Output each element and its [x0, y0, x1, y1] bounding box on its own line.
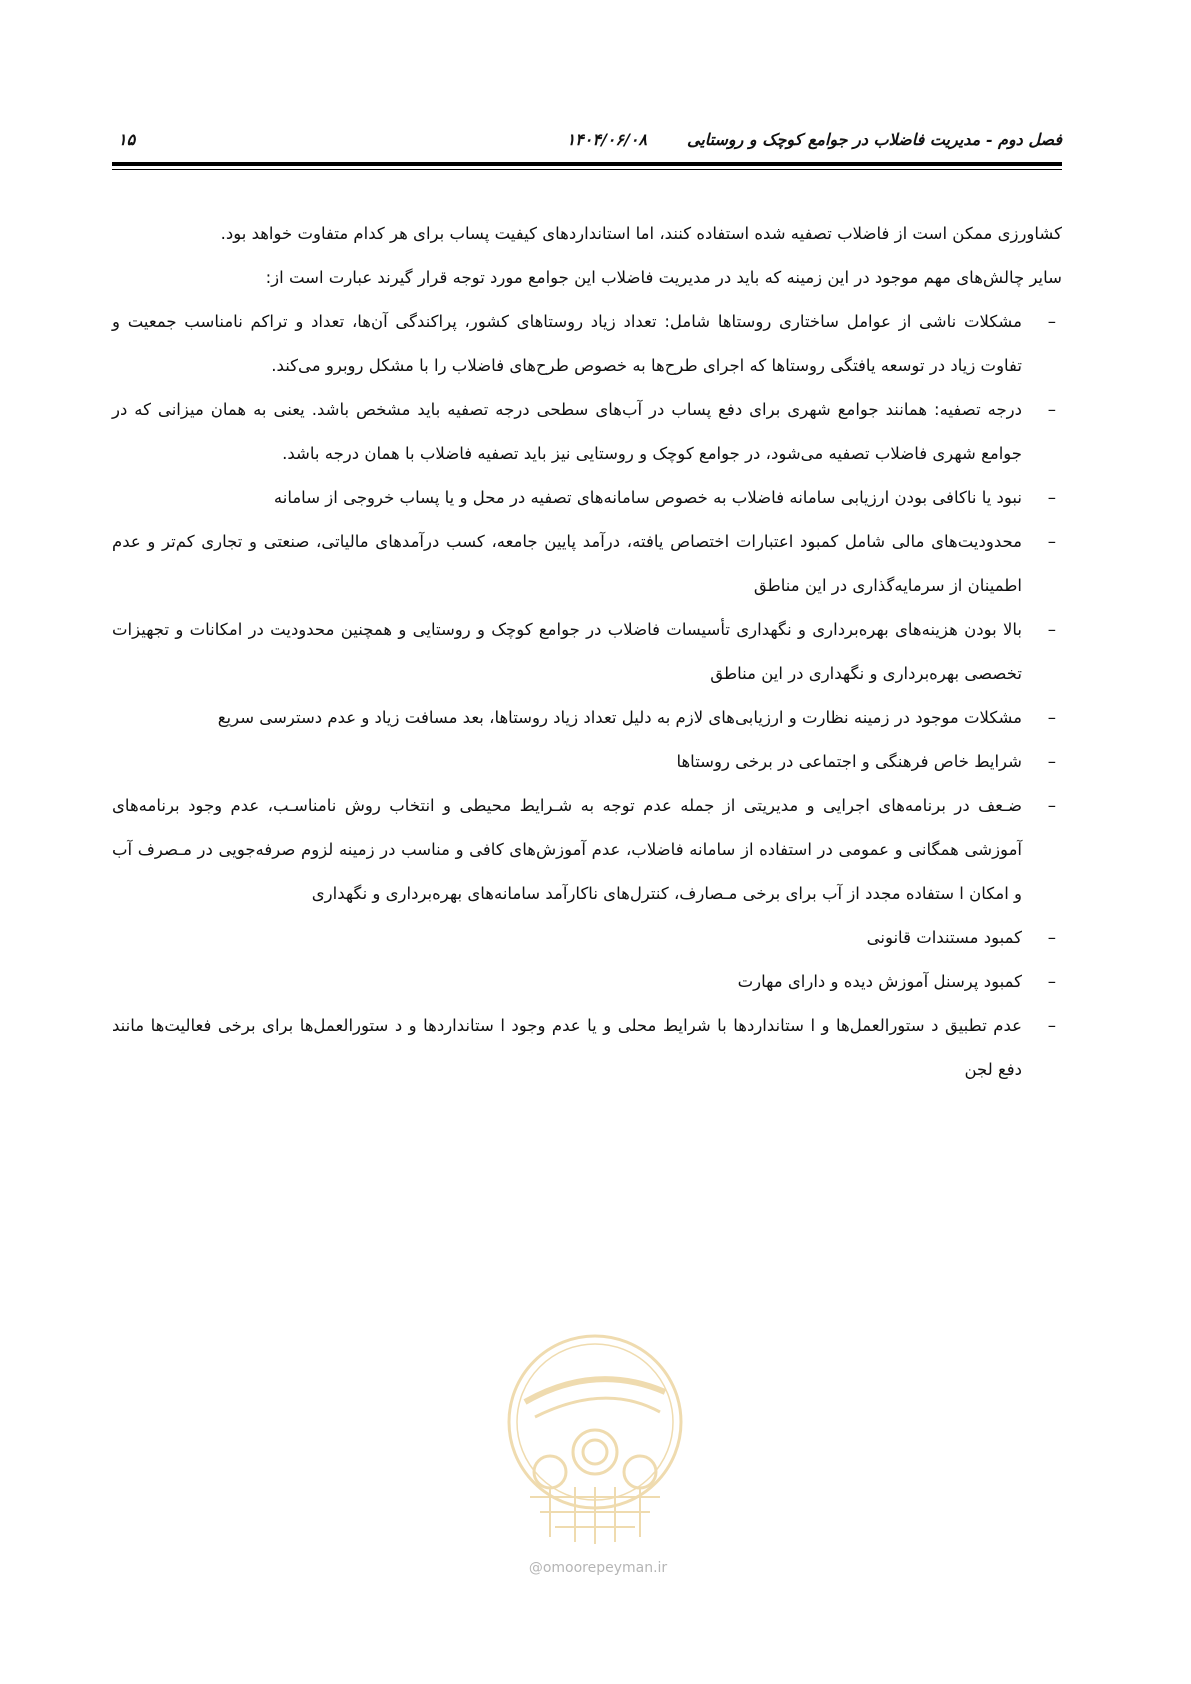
- list-item: – کمبود پرسنل آموزش دیده و دارای مهارت: [112, 960, 1062, 1004]
- watermark-seal-icon: [495, 1322, 695, 1562]
- watermark-logo: [495, 1322, 695, 1582]
- header-title: فصل دوم - مدیریت فاضلاب در جوامع کوچک و روستایی: [686, 130, 1062, 149]
- list-item: – ضـعف در برنامه‌های اجرایی و مدیریتی از جمله عدم توجه به شـرایط محیطی و انتخاب روش نامناسـب، عدم وجود برنامه‌های آموزشی همگانی و عمومی در استفاده از سامانه فاضلاب، عدم آموزش‌های کافی و مناسب در زمینه لزوم صرفه‌جویی در مـصرف آب و امکان ا ستفاده مجدد از آب برای برخی مـصارف، کنترل‌های ناکارآمد سامانه‌های بهره‌برداری و نگهداری: [112, 784, 1062, 916]
- list-item: – نبود یا ناکافی بودن ارزیابی سامانه فاضلاب به خصوص سامانه‌های تصفیه در محل و یا پساب خروجی از سامانه: [112, 476, 1062, 520]
- lead-paragraph: سایر چالش‌های مهم موجود در این زمینه که باید در مدیریت فاضلاب این جوامع مورد توجه قرار گیرند عبارت است از:: [265, 268, 1062, 287]
- list-item: – درجه تصفیه: همانند جوامع شهری برای دفع پساب در آب‌های سطحی درجه تصفیه باید مشخص باشد. یعنی به همان میزانی که در جوامع شهری فاضلاب تصفیه می‌شود، در جوامع کوچک و روستایی نیز باید تصفیه فاضلاب با همان درجه باشد.: [112, 388, 1062, 476]
- body-text: [112, 212, 1062, 1092]
- list-item: – شرایط خاص فرهنگی و اجتماعی در برخی روستاها: [112, 740, 1062, 784]
- list-item: – کمبود مستندات قانونی: [112, 916, 1062, 960]
- header-date: ۱۴۰۴/۰۶/۰۸: [566, 130, 647, 149]
- page-header: [112, 128, 1062, 158]
- header-rule-thick: [112, 162, 1062, 166]
- challenges-list: [112, 300, 1062, 1092]
- continuation-paragraph: کشاورزی ممکن است از فاضلاب تصفیه شده استفاده کنند، اما استانداردهای کیفیت پساب برای هر کدام متفاوت خواهد بود.: [220, 224, 1062, 243]
- list-item: – بالا بودن هزینه‌های بهره‌برداری و نگهداری تأسیسات فاضلاب در جوامع کوچک و روستایی و همچنین محدودیت در امکانات و تجهیزات تخصصی بهره‌برداری و نگهداری در این مناطق: [112, 608, 1062, 696]
- list-item: – مشکلات ناشی از عوامل ساختاری روستاها شامل: تعداد زیاد روستاهای کشور، پراکندگی آن‌ها، تعداد و تراکم نامناسب جمعیت و تفاوت زیاد در توسعه یافتگی روستاها که اجرای طرح‌ها به خصوص طرح‌های فاضلاب را با مشکل روبرو می‌کند.: [112, 300, 1062, 388]
- header-rule-thin: [112, 169, 1062, 170]
- list-item: – محدودیت‌های مالی شامل کمبود اعتبارات اختصاص یافته، درآمد پایین جامعه، کسب درآمدهای مالیاتی، صنعتی و تجاری کم‌تر و عدم اطمینان از سرمایه‌گذاری در این مناطق: [112, 520, 1062, 608]
- list-item: – عدم تطبیق د ستورالعمل‌ها و ا ستانداردها با شرایط محلی و یا عدم وجود ا ستانداردها و د ستورالعمل‌ها برای برخی فعالیت‌ها مانند دفع لجن: [112, 1004, 1062, 1092]
- list-item: – مشکلات موجود در زمینه نظارت و ارزیابی‌های لازم به دلیل تعداد زیاد روستاها، بعد مسافت زیاد و عدم دسترسی سریع: [112, 696, 1062, 740]
- page-number: ۱۵: [118, 130, 136, 149]
- watermark-url: @omoorepeyman.ir: [528, 1560, 668, 1576]
